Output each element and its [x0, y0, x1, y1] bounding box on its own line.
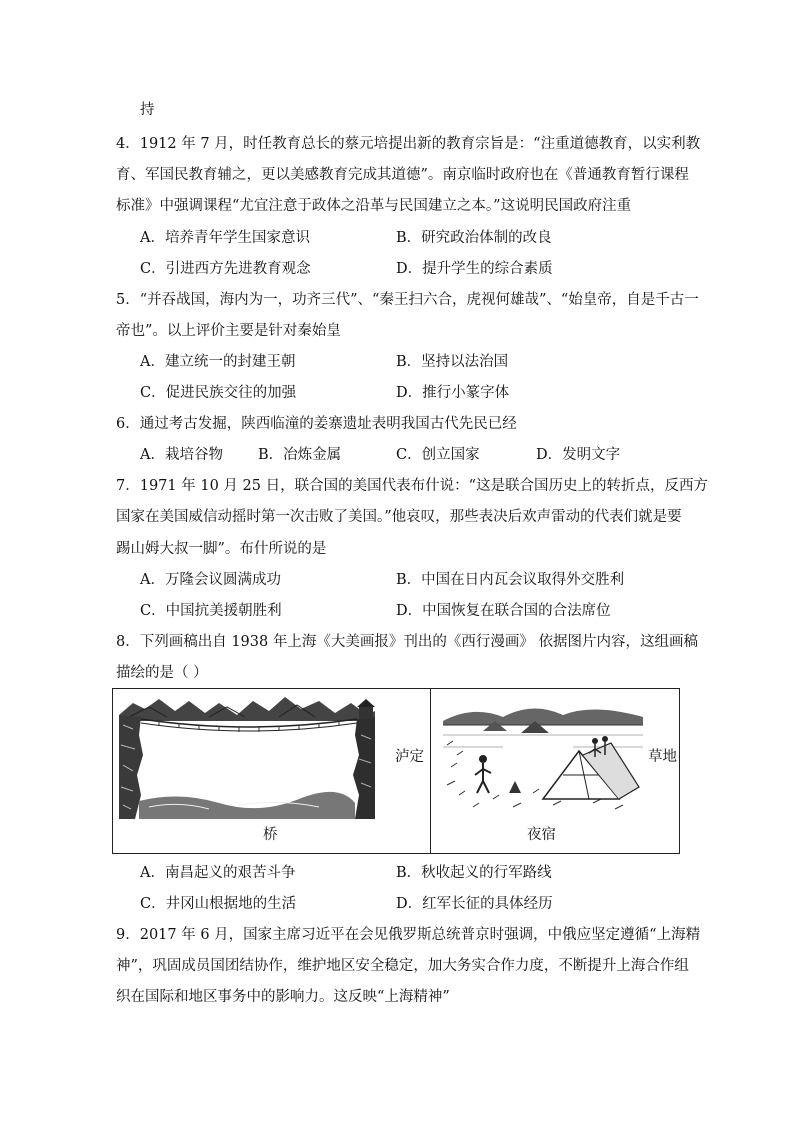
question-7-option-c[interactable]: C．中国抗美援朝胜利 [140, 603, 282, 619]
right-panel-caption-bottom: 夜宿 [527, 827, 556, 843]
left-panel-caption-bottom: 桥 [263, 827, 278, 843]
question-5-stem-line-1: 5．“并吞战国，海内为一，功齐三代”、“秦王扫六合，虎视何雄哉”、“始皇帝，自是千古一 [116, 292, 699, 308]
question-4-option-c[interactable]: C．引进西方先进教育观念 [140, 261, 311, 277]
question-5-option-b[interactable]: B．坚持以法治国 [396, 354, 509, 370]
question-6-option-d[interactable]: D．发明文字 [536, 447, 621, 463]
question-7-stem-line-1: 7．1971 年 10 月 25 日，联合国的美国代表布什说：“这是联合国历史上的转折点，反西方 [116, 478, 708, 494]
grassland-camp-illustration [443, 695, 643, 819]
question-8-stem-line-1: 8．下列画稿出自 1938 年上海《大美画报》刊出的《西行漫画》 依据图片内容，这组画稿 [116, 634, 698, 650]
question-8-option-a[interactable]: A．南昌起义的艰苦斗争 [140, 865, 296, 881]
question-5-option-a[interactable]: A．建立统一的封建王朝 [140, 354, 296, 370]
question-5-option-d[interactable]: D．推行小篆字体 [396, 385, 510, 401]
right-panel-caption-side: 草地 [648, 749, 677, 765]
question-7-option-a[interactable]: A．万隆会议圆满成功 [140, 572, 281, 588]
question-6-option-b[interactable]: B．冶炼金属 [258, 447, 342, 463]
question-8-option-b[interactable]: B．秋收起义的行军路线 [396, 865, 552, 881]
question-7-option-b[interactable]: B．中国在日内瓦会议取得外交胜利 [396, 572, 625, 588]
question-9-stem-line-3: 织在国际和地区事务中的影响力。这反映“上海精神” [116, 989, 450, 1005]
question-8-stem-line-2: 描绘的是（ ） [116, 665, 208, 681]
question-4-stem-line-1: 4．1912 年 7 月，时任教育总长的蔡元培提出新的教育宗旨是：“注重道德教育，以实利教 [116, 136, 701, 152]
question-5-stem-line-2: 帝也”。以上评价主要是针对秦始皇 [116, 323, 341, 339]
question-6-stem-line-1: 6．通过考古发掘，陕西临潼的姜寨遗址表明我国古代先民已经 [116, 416, 517, 432]
question-9-stem-line-2: 神”，巩固成员国团结协作，维护地区安全稳定，加大务实合作力度，不断提升上海合作组 [116, 958, 689, 974]
question-4-option-d[interactable]: D．提升学生的综合素质 [396, 261, 553, 277]
question-9-stem-line-1: 9．2017 年 6 月，国家主席习近平在会见俄罗斯总统普京时强调，中俄应坚定遵循“上海精 [116, 927, 701, 943]
question-8-option-c[interactable]: C．井冈山根据地的生活 [140, 896, 297, 912]
question-4-option-a[interactable]: A．培养青年学生国家意识 [140, 230, 310, 246]
figure-divider [430, 689, 431, 853]
question-4-stem-line-2: 育、军国民教育辅之，更以美感教育完成其道德”。南京临时政府也在《普通教育暂行课程 [116, 167, 689, 183]
question-4-stem-line-3: 标准》中强调课程“尤宜注意于政体之沿革与民国建立之本。”这说明民国政府注重 [116, 198, 632, 214]
question-7-option-d[interactable]: D．中国恢复在联合国的合法席位 [396, 603, 611, 619]
luding-bridge-illustration [119, 695, 375, 819]
question-5-option-c[interactable]: C．促进民族交往的加强 [140, 385, 297, 401]
question-7-stem-line-2: 国家在美国威信动摇时第一次击败了美国。”他哀叹，那些表决后欢声雷动的代表们就是要 [116, 509, 682, 525]
question-7-stem-line-3: 踢山姆大叔一脚”。布什所说的是 [116, 541, 327, 557]
question-3-fragment: 持 [140, 102, 155, 118]
question-6-option-a[interactable]: A．栽培谷物 [140, 447, 223, 463]
question-8-option-d[interactable]: D．红军长征的具体经历 [396, 896, 553, 912]
question-4-option-b[interactable]: B．研究政治体制的改良 [396, 230, 552, 246]
question-6-option-c[interactable]: C．创立国家 [396, 447, 480, 463]
question-8-figure [112, 688, 680, 854]
left-panel-caption-side: 泸定 [395, 749, 424, 765]
